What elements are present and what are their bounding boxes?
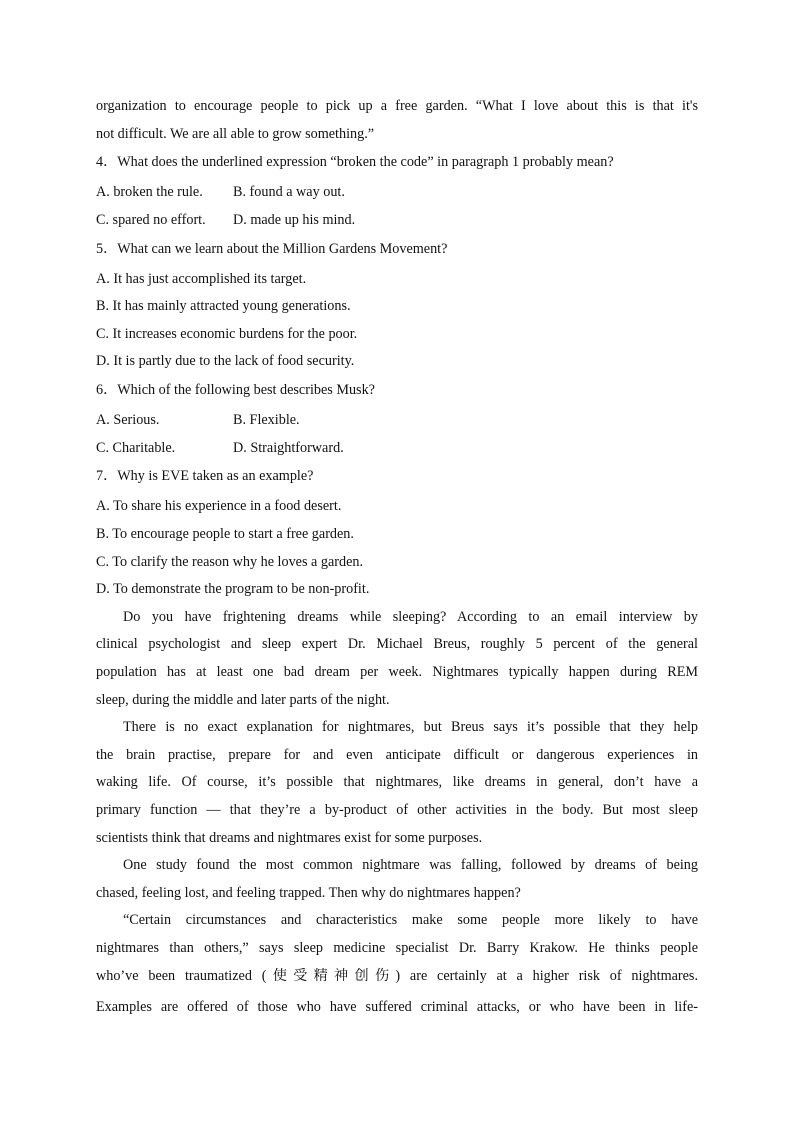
question-5-option-d: D. It is partly due to the lack of food security.	[96, 353, 355, 369]
paragraph-4-line-1: “Certain circumstances and characteristics make some people more likely to have	[123, 912, 698, 928]
question-7-option-c: C. To clarify the reason why he loves a garden.	[96, 554, 364, 570]
question-6-option-b: B. Flexible.	[233, 412, 300, 428]
question-4-option-c: C. spared no effort.	[96, 212, 206, 228]
paragraph-4-line-3: who’ve been traumatized (使受精神创伤) are certainly at a higher risk of nightmares.	[96, 968, 698, 984]
question-5-stem: 5．What can we learn about the Million Gardens Movement?	[96, 241, 448, 257]
paragraph-2-line-3: waking life. Of course, it’s possible that nightmares, like dreams in general, don’t have a	[96, 774, 698, 790]
question-6-option-c: C. Charitable.	[96, 440, 176, 456]
question-5-option-a: A. It has just accomplished its target.	[96, 271, 307, 287]
question-4-option-a: A. broken the rule.	[96, 184, 203, 200]
paragraph-1-line-4: sleep, during the middle and later parts of the night.	[96, 692, 390, 708]
paragraph-2-line-1: There is no exact explanation for nightmares, but Breus says it’s possible that they help	[123, 719, 698, 735]
paragraph-1-line-2: clinical psychologist and sleep expert Dr. Michael Breus, roughly 5 percent of the general	[96, 636, 698, 652]
question-5-option-b: B. It has mainly attracted young generations.	[96, 298, 351, 314]
paragraph-1-line-1: Do you have frightening dreams while sleeping? According to an email interview by	[123, 609, 698, 625]
question-6-option-a: A. Serious.	[96, 412, 160, 428]
question-7-option-a: A. To share his experience in a food desert.	[96, 498, 342, 514]
paragraph-2-line-2: the brain practise, prepare for and even anticipate difficult or dangerous experiences in	[96, 747, 698, 763]
paragraph-3-line-2: chased, feeling lost, and feeling trapped. Then why do nightmares happen?	[96, 885, 521, 901]
question-7-stem: 7．Why is EVE taken as an example?	[96, 468, 314, 484]
paragraph-4-line-2: nightmares than others,” says sleep medicine specialist Dr. Barry Krakow. He thinks people	[96, 940, 698, 956]
question-7-option-d: D. To demonstrate the program to be non-profit.	[96, 581, 370, 597]
question-7-option-b: B. To encourage people to start a free garden.	[96, 526, 354, 542]
paragraph-1-line-3: population has at least one bad dream per week. Nightmares typically happen during REM	[96, 664, 698, 680]
question-4-option-d: D. made up his mind.	[233, 212, 356, 228]
paragraph-4-line-4: Examples are offered of those who have suffered criminal attacks, or who have been in life-	[96, 999, 698, 1015]
paragraph-3-line-1: One study found the most common nightmare was falling, followed by dreams of being	[123, 857, 698, 873]
question-4-stem: 4．What does the underlined expression “broken the code” in paragraph 1 probably mean?	[96, 154, 614, 170]
paragraph-2-line-5: scientists think that dreams and nightmares exist for some purposes.	[96, 830, 483, 846]
passage-prev-line-2: not difficult. We are all able to grow something.”	[96, 126, 375, 142]
question-6-option-d: D. Straightforward.	[233, 440, 344, 456]
question-6-stem: 6．Which of the following best describes Musk?	[96, 382, 375, 398]
passage-prev-line-1: organization to encourage people to pick up a free garden. “What I love about this is that it's	[96, 98, 698, 114]
question-4-option-b: B. found a way out.	[233, 184, 345, 200]
paragraph-2-line-4: primary function — that they’re a by-product of other activities in the body. But most sleep	[96, 802, 698, 818]
question-5-option-c: C. It increases economic burdens for the poor.	[96, 326, 358, 342]
